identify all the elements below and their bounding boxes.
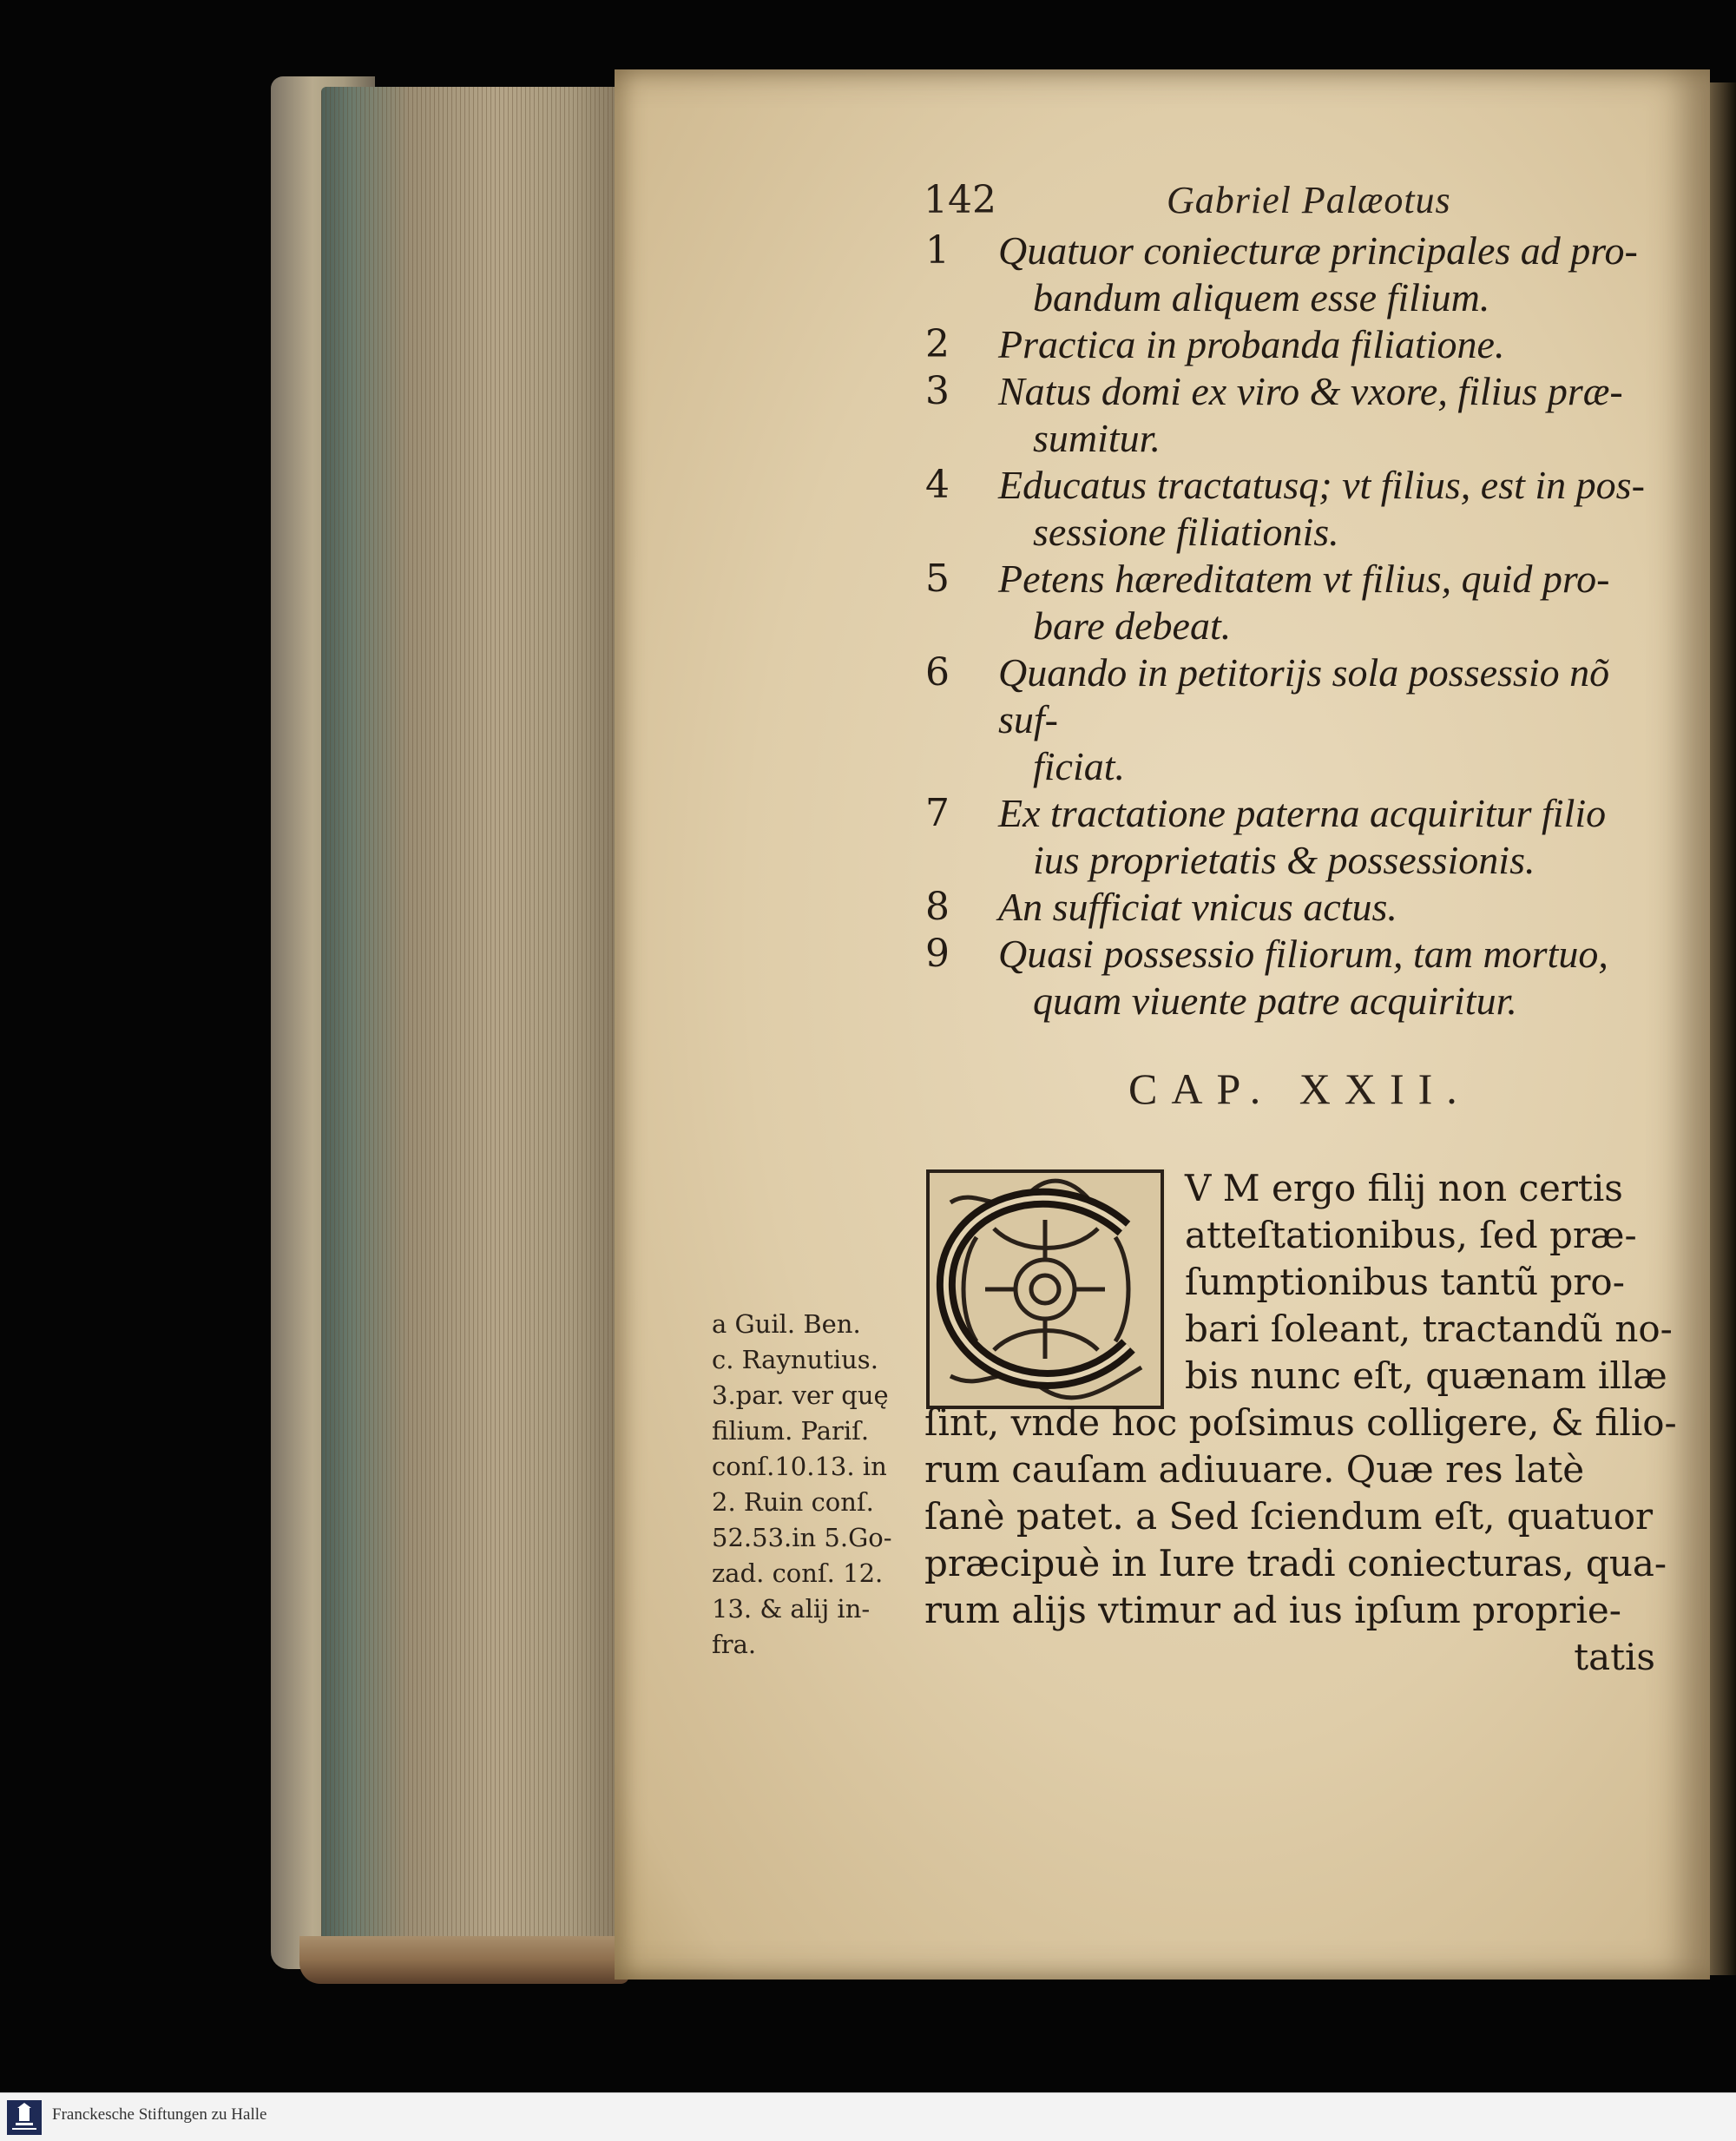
summary-item (920, 556, 1675, 649)
summary-item (920, 884, 1675, 931)
running-head (924, 178, 1670, 230)
book-page-edges (321, 87, 616, 1971)
franckesche-stiftungen-logo-icon (7, 2100, 42, 2135)
summary-line: Petens hæreditatem vt filius, quid pro- (998, 557, 1610, 601)
summary-item-number: 4 (925, 463, 950, 507)
margin-note-line: fra. (712, 1630, 757, 1659)
footer-bar (0, 2092, 1736, 2141)
footer-institution-name: Franckesche Stiftungen zu Halle (52, 2105, 267, 2124)
book-cover-bottom (299, 1936, 629, 1984)
summary-line: Quatuor coniecturæ principales ad pro- (998, 228, 1638, 273)
summary-item-text (998, 227, 1675, 321)
body-line: bari ſoleant, tractandũ no- (1185, 1308, 1673, 1350)
margin-note-line: filium. Pariſ. (712, 1416, 870, 1446)
summary-item-text (998, 931, 1675, 1024)
body-line: ſint, vnde hoc poſsimus colligere, & filio- (924, 1401, 1677, 1444)
summary-item (920, 321, 1675, 368)
summary-line: bandum aliquem esse filium. (1033, 275, 1490, 320)
body-line: ſanè patet. a Sed ſciendum eſt, quatuor (924, 1495, 1654, 1538)
margin-note-line: zad. conſ. 12. (712, 1558, 884, 1588)
body-line: bis nunc eſt, quænam illæ (1185, 1354, 1667, 1397)
summary-item-text (998, 790, 1675, 884)
summary-line: Quasi possessio filiorum, tam mortuo, (998, 932, 1608, 976)
summary-item (920, 368, 1675, 462)
summary-item-number: 8 (925, 885, 950, 929)
summary-item-number: 2 (925, 322, 950, 366)
summary-item (920, 227, 1675, 321)
summary-item-text (998, 368, 1675, 462)
summary-line: quam viuente patre acquiritur. (1033, 978, 1517, 1023)
running-title: Gabriel Palæotus (1167, 179, 1451, 221)
summary-line: Quando in petitorijs sola possessio nõ suf- (998, 650, 1610, 741)
summary-item-number: 1 (925, 228, 950, 273)
margin-note-line: 13. & alij in- (712, 1594, 871, 1624)
margin-note-line: 2. Ruin conſ. (712, 1487, 874, 1517)
summary-item-number: 6 (925, 650, 950, 695)
body-paragraph (924, 1165, 1677, 1681)
chapter-summary-list (920, 227, 1675, 1024)
summary-item-text (998, 556, 1675, 649)
marginal-citation-note (712, 1307, 903, 1663)
chapter-heading: CAP. XXII. (1128, 1064, 1471, 1113)
summary-item-text (998, 649, 1675, 790)
body-line: rum alijs vtimur ad ius ipſum proprie- (924, 1589, 1621, 1631)
summary-line: Natus domi ex viro & vxore, filius præ- (998, 369, 1623, 413)
body-line: V M ergo filij non certis (1185, 1167, 1623, 1209)
summary-line: sumitur. (1033, 416, 1161, 460)
summary-item-text (998, 321, 1675, 368)
margin-note-line: c. Raynutius. (712, 1345, 878, 1374)
summary-item (920, 790, 1675, 884)
summary-line: Educatus tractatusq; vt filius, est in pos- (998, 463, 1645, 507)
summary-item (920, 931, 1675, 1024)
summary-line: Ex tractatione paterna acquiritur filio (998, 791, 1607, 835)
summary-item-number: 7 (925, 791, 950, 835)
summary-item-text (998, 884, 1675, 931)
summary-item-number: 5 (925, 557, 950, 601)
page-number: 142 (924, 178, 996, 222)
margin-note-line: 52.53.in 5.Go- (712, 1523, 892, 1552)
summary-line: sessione filiationis. (1033, 510, 1339, 554)
margin-note-line: conſ.10.13. in (712, 1452, 887, 1481)
summary-line: bare debeat. (1033, 603, 1232, 648)
margin-note-line: 3.par. ver quę (712, 1380, 889, 1410)
summary-item-text (998, 462, 1675, 556)
summary-line: ius proprietatis & possessionis. (1033, 838, 1535, 882)
summary-line: Practica in probanda filiatione. (998, 322, 1505, 366)
summary-line: An sufficiat vnicus actus. (998, 885, 1397, 929)
body-line: ſumptionibus tantũ pro- (1185, 1261, 1625, 1303)
body-line: præcipuè in Iure tradi coniecturas, qua- (924, 1542, 1667, 1584)
body-line: atteſtationibus, ſed præ- (1185, 1214, 1637, 1256)
catchword: tatis (1574, 1636, 1655, 1678)
summary-item-number: 3 (925, 369, 950, 413)
margin-note-line: a Guil. Ben. (712, 1309, 861, 1339)
summary-item (920, 649, 1675, 790)
summary-line: ficiat. (1033, 744, 1126, 788)
summary-item-number: 9 (925, 932, 950, 976)
summary-item (920, 462, 1675, 556)
body-line: rum cauſam adiuuare. Quæ res latè (924, 1448, 1585, 1491)
